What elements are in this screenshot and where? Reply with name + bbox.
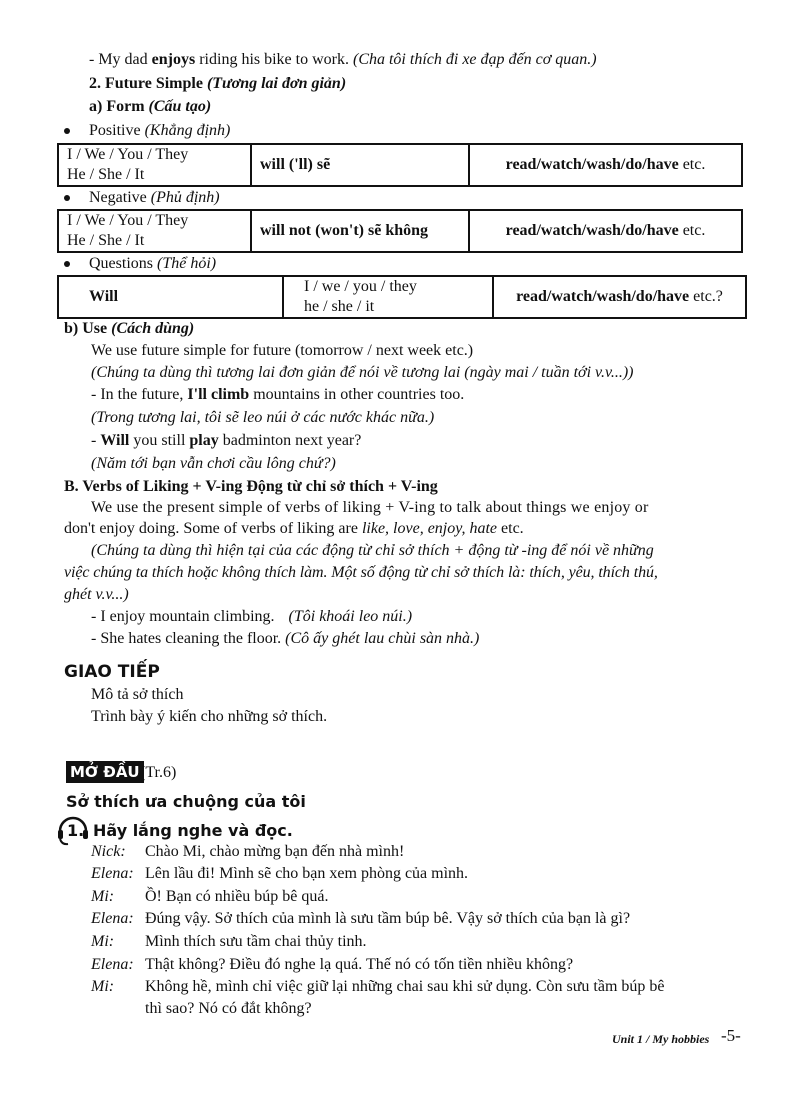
utterance: Mình thích sưu tầm chai thủy tinh.	[145, 933, 367, 950]
subject-cell: I / We / You / They He / She / It	[58, 210, 251, 252]
example-dad: - My dad enjoys riding his bike to work. (Cha tôi thích đi xe đạp đến cơ quan.)	[89, 51, 597, 68]
paragraph-line: We use the present simple of verbs of liking + V-ing to talk about things we enjoy or	[91, 499, 649, 516]
verb-cell: read/watch/wash/do/have etc.	[469, 210, 742, 252]
positive-table	[57, 143, 743, 187]
future-simple-heading: 2. Future Simple (Tương lai đơn giản)	[89, 75, 347, 92]
dialogue-line	[91, 908, 630, 930]
utterance: Không hề, mình chỉ việc giữ lại những chai sau khi sử dụng. Còn sưu tầm búp bê	[145, 978, 665, 995]
example-climb: - In the future, I'll climb mountains in other countries too.	[91, 386, 465, 403]
giao-tiep-heading: GIAO TIẾP	[64, 662, 160, 682]
bullet-icon	[64, 128, 70, 134]
positive-label: Positive (Khẳng định)	[89, 122, 231, 139]
speaker: Elena:	[91, 865, 134, 882]
paragraph-line-vi: việc chúng ta thích hoặc không thích làm. Một số động từ chỉ sở thích là: thích, yêu, thích thú,	[64, 564, 658, 581]
mo-dau-page: (Tr.6)	[140, 764, 177, 781]
dialogue-line	[91, 841, 404, 863]
exercise-number: 1.	[67, 821, 85, 840]
utterance: Thật không? Điều đó nghe lạ quá. Thế nó có tốn tiền nhiều không?	[145, 956, 574, 973]
example-mountain: - I enjoy mountain climbing. (Tôi khoái leo núi.)	[91, 608, 413, 625]
verb-cell: read/watch/wash/do/have etc.?	[493, 276, 746, 318]
mo-dau-label: MỞ ĐẦU	[66, 761, 144, 783]
paragraph-line: don't enjoy doing. Some of verbs of liking are like, love, enjoy, hate etc.	[64, 520, 524, 537]
example-badminton-vi: (Năm tới bạn vẫn chơi cầu lông chứ?)	[91, 455, 336, 472]
use-heading: b) Use (Cách dùng)	[64, 320, 195, 337]
speaker: Elena:	[91, 910, 134, 927]
negative-label: Negative (Phủ định)	[89, 189, 220, 206]
example-badminton: - Will you still play badminton next year?	[91, 432, 362, 449]
section-b-heading: B. Verbs of Liking + V-ing Động từ chỉ sở thích + V-ing	[64, 478, 438, 495]
footer-unit: Unit 1 / My hobbies	[612, 1032, 710, 1046]
page-number: -5-	[721, 1026, 741, 1045]
auxiliary-cell: Will	[58, 276, 283, 318]
dialogue-line	[91, 931, 367, 953]
speaker: Elena:	[91, 956, 134, 973]
use-text-vi: (Chúng ta dùng thì tương lai đơn giản để nói về tương lai (ngày mai / tuần tới v.v...))	[91, 364, 634, 381]
example-climb-vi: (Trong tương lai, tôi sẽ leo núi ở các nước khác nữa.)	[91, 409, 435, 426]
paragraph-line-vi: (Chúng ta dùng thì hiện tại của các động từ chỉ sở thích + động từ -ing để nói về những	[91, 542, 654, 559]
utterance: Đúng vậy. Sở thích của mình là sưu tầm búp bê. Vậy sở thích của bạn là gì?	[145, 910, 631, 927]
paragraph-line-vi: ghét v.v...)	[64, 586, 129, 603]
speaker: Nick:	[91, 843, 126, 860]
dialogue-line	[91, 863, 468, 885]
utterance: Chào Mi, chào mừng bạn đến nhà mình!	[145, 843, 405, 860]
dialogue-line	[91, 976, 665, 998]
questions-label: Questions (Thể hỏi)	[89, 255, 217, 272]
use-text: We use future simple for future (tomorrow / next week etc.)	[91, 342, 474, 359]
bullet-icon	[64, 195, 70, 201]
auxiliary-cell: will ('ll) sẽ	[251, 144, 469, 186]
speaker: Mi:	[91, 888, 115, 905]
dialogue-line	[91, 954, 573, 976]
section-title: Sở thích ưa chuộng của tôi	[66, 792, 306, 811]
example-floor: - She hates cleaning the floor. (Cô ấy ghét lau chùi sàn nhà.)	[91, 630, 480, 647]
bullet-icon	[64, 261, 70, 267]
subject-cell: I / we / you / they he / she / it	[283, 276, 493, 318]
utterance: Ồ! Bạn có nhiều búp bê quá.	[145, 888, 329, 905]
dialogue-line	[91, 886, 329, 908]
question-table	[57, 275, 747, 319]
utterance: thì sao? Nó có đắt không?	[145, 1000, 312, 1017]
form-heading: a) Form (Cấu tạo)	[89, 98, 212, 115]
auxiliary-cell: will not (won't) sẽ không	[251, 210, 469, 252]
giao-tiep-item: Mô tả sở thích	[91, 686, 184, 703]
dialogue-line	[91, 998, 312, 1020]
speaker: Mi:	[91, 933, 115, 950]
negative-table	[57, 209, 743, 253]
verb-cell: read/watch/wash/do/have etc.	[469, 144, 742, 186]
subject-cell: I / We / You / They He / She / It	[58, 144, 251, 186]
exercise-title: Hãy lắng nghe và đọc.	[93, 821, 293, 840]
utterance: Lên lầu đi! Mình sẽ cho bạn xem phòng của mình.	[145, 865, 469, 882]
speaker: Mi:	[91, 978, 115, 995]
giao-tiep-item: Trình bày ý kiến cho những sở thích.	[91, 708, 328, 725]
